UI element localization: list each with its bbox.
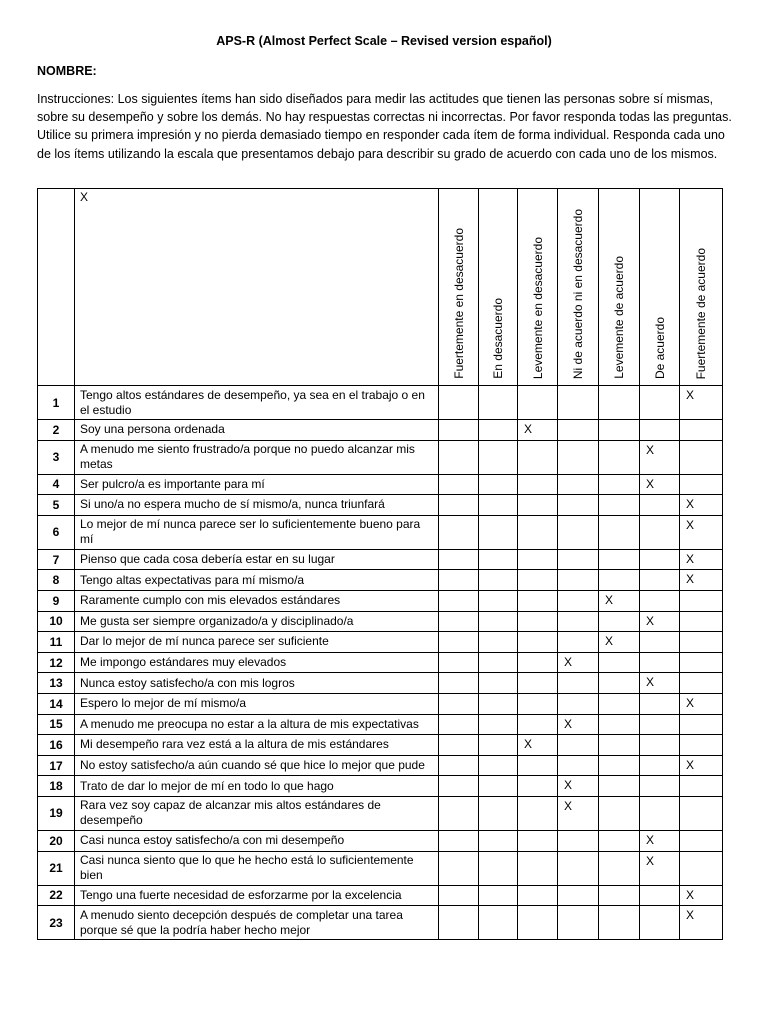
- response-cell-3[interactable]: [518, 735, 558, 756]
- response-cell-2[interactable]: [479, 611, 518, 632]
- scale-label: Fuertemente de acuerdo: [694, 247, 708, 379]
- response-cell-2[interactable]: [479, 474, 518, 495]
- response-cell-6[interactable]: [640, 735, 680, 756]
- response-cell-3[interactable]: [518, 776, 558, 797]
- response-mark: X: [524, 737, 533, 752]
- response-cell-4[interactable]: [558, 885, 599, 906]
- response-cell-6[interactable]: [640, 632, 680, 653]
- item-number: 18: [38, 776, 75, 797]
- response-mark: X: [686, 517, 695, 532]
- response-cell-7[interactable]: [680, 776, 723, 797]
- response-mark: X: [564, 654, 573, 669]
- response-cell-3[interactable]: [518, 495, 558, 516]
- response-cell-3[interactable]: [518, 755, 558, 776]
- item-number: 23: [38, 906, 75, 940]
- item-text: Tengo una fuerte necesidad de esforzarme por la excelencia: [75, 885, 439, 906]
- item-text: Si uno/a no espera mucho de sí mismo/a, nunca triunfará: [75, 495, 439, 516]
- response-cell-2[interactable]: [479, 673, 518, 694]
- response-cell-7[interactable]: [680, 474, 723, 495]
- response-cell-7[interactable]: [680, 420, 723, 441]
- table-row: [38, 495, 723, 516]
- table-row: [38, 611, 723, 632]
- response-cell-2[interactable]: [479, 440, 518, 474]
- header-row: [38, 189, 723, 386]
- table-row: [38, 549, 723, 570]
- table-row: [38, 885, 723, 906]
- response-cell-2[interactable]: [479, 495, 518, 516]
- response-cell-3[interactable]: [518, 611, 558, 632]
- response-mark: X: [686, 757, 695, 772]
- response-cell-2[interactable]: [479, 796, 518, 830]
- response-cell-7[interactable]: [680, 515, 723, 549]
- response-cell-1[interactable]: [439, 693, 479, 714]
- response-cell-1[interactable]: [439, 714, 479, 735]
- response-cell-1[interactable]: [439, 735, 479, 756]
- item-text: Me gusta ser siempre organizado/a y disciplinado/a: [75, 611, 439, 632]
- response-cell-2[interactable]: [479, 693, 518, 714]
- item-text: Me impongo estándares muy elevados: [75, 652, 439, 673]
- response-cell-5[interactable]: [599, 590, 640, 611]
- response-cell-3[interactable]: [518, 714, 558, 735]
- response-cell-7[interactable]: [680, 440, 723, 474]
- name-label: NOMBRE:: [37, 64, 97, 78]
- item-rows: [38, 386, 723, 940]
- response-cell-2[interactable]: [479, 851, 518, 885]
- response-cell-3[interactable]: [518, 386, 558, 420]
- response-cell-7[interactable]: [680, 673, 723, 694]
- response-cell-2[interactable]: [479, 420, 518, 441]
- item-number: 12: [38, 652, 75, 673]
- response-cell-4[interactable]: [558, 714, 599, 735]
- item-number: 19: [38, 796, 75, 830]
- response-cell-7[interactable]: [680, 386, 723, 420]
- response-cell-3[interactable]: [518, 673, 558, 694]
- response-cell-7[interactable]: [680, 652, 723, 673]
- response-cell-6[interactable]: [640, 590, 680, 611]
- response-cell-5[interactable]: [599, 549, 640, 570]
- response-cell-1[interactable]: [439, 495, 479, 516]
- response-mark: X: [646, 442, 655, 457]
- item-text: Espero lo mejor de mí mismo/a: [75, 693, 439, 714]
- response-cell-2[interactable]: [479, 386, 518, 420]
- response-cell-1[interactable]: [439, 885, 479, 906]
- response-cell-5[interactable]: [599, 776, 640, 797]
- response-cell-7[interactable]: [680, 590, 723, 611]
- item-number: 5: [38, 495, 75, 516]
- response-cell-3[interactable]: [518, 906, 558, 940]
- response-cell-2[interactable]: [479, 590, 518, 611]
- response-cell-5[interactable]: [599, 735, 640, 756]
- response-cell-6[interactable]: [640, 796, 680, 830]
- item-number: 14: [38, 693, 75, 714]
- item-number: 11: [38, 632, 75, 653]
- response-cell-4[interactable]: [558, 652, 599, 673]
- response-cell-4[interactable]: [558, 386, 599, 420]
- response-cell-4[interactable]: [558, 440, 599, 474]
- response-cell-5[interactable]: [599, 830, 640, 851]
- response-cell-1[interactable]: [439, 851, 479, 885]
- scale-header-4: [558, 189, 599, 386]
- table-row: [38, 632, 723, 653]
- response-cell-1[interactable]: [439, 830, 479, 851]
- response-mark: X: [686, 388, 695, 402]
- response-cell-6[interactable]: [640, 474, 680, 495]
- item-text: Raramente cumplo con mis elevados estándares: [75, 590, 439, 611]
- response-cell-2[interactable]: [479, 885, 518, 906]
- response-cell-2[interactable]: [479, 735, 518, 756]
- response-cell-1[interactable]: [439, 673, 479, 694]
- response-cell-5[interactable]: [599, 440, 640, 474]
- response-cell-5[interactable]: [599, 474, 640, 495]
- scale-header-3: [518, 189, 558, 386]
- response-cell-7[interactable]: [680, 611, 723, 632]
- response-mark: X: [646, 832, 655, 847]
- table-row: [38, 515, 723, 549]
- item-number: 13: [38, 673, 75, 694]
- response-mark: X: [646, 853, 655, 868]
- table-row: [38, 906, 723, 940]
- item-number: 4: [38, 474, 75, 495]
- table-row: [38, 693, 723, 714]
- response-cell-7[interactable]: [680, 735, 723, 756]
- response-cell-6[interactable]: [640, 714, 680, 735]
- item-number: 1: [38, 386, 75, 420]
- table-row: [38, 673, 723, 694]
- table-row: [38, 570, 723, 591]
- response-cell-3[interactable]: [518, 549, 558, 570]
- response-cell-6[interactable]: [640, 776, 680, 797]
- response-cell-4[interactable]: [558, 515, 599, 549]
- response-cell-5[interactable]: [599, 632, 640, 653]
- response-cell-3[interactable]: [518, 590, 558, 611]
- response-cell-4[interactable]: [558, 570, 599, 591]
- response-cell-4[interactable]: [558, 906, 599, 940]
- scale-header-7: [680, 189, 723, 386]
- table-row: [38, 735, 723, 756]
- table-row: [38, 386, 723, 420]
- response-cell-3[interactable]: [518, 652, 558, 673]
- response-cell-2[interactable]: [479, 632, 518, 653]
- response-cell-5[interactable]: [599, 693, 640, 714]
- response-cell-1[interactable]: [439, 386, 479, 420]
- header-item-cell: X: [75, 189, 439, 386]
- response-cell-6[interactable]: [640, 515, 680, 549]
- item-number: 20: [38, 830, 75, 851]
- item-number: 8: [38, 570, 75, 591]
- questionnaire-table: [37, 188, 723, 940]
- response-cell-3[interactable]: [518, 440, 558, 474]
- response-cell-4[interactable]: [558, 830, 599, 851]
- response-cell-1[interactable]: [439, 570, 479, 591]
- response-cell-5[interactable]: [599, 420, 640, 441]
- response-cell-6[interactable]: [640, 386, 680, 420]
- item-number: 9: [38, 590, 75, 611]
- response-cell-4[interactable]: [558, 693, 599, 714]
- response-cell-4[interactable]: [558, 549, 599, 570]
- table-row: [38, 590, 723, 611]
- response-cell-5[interactable]: [599, 851, 640, 885]
- response-cell-6[interactable]: [640, 549, 680, 570]
- response-cell-4[interactable]: [558, 851, 599, 885]
- scale-header-6: [640, 189, 680, 386]
- response-cell-5[interactable]: [599, 611, 640, 632]
- scale-header-2: [479, 189, 518, 386]
- response-cell-5[interactable]: [599, 515, 640, 549]
- response-cell-5[interactable]: [599, 495, 640, 516]
- item-number: 16: [38, 735, 75, 756]
- response-cell-5[interactable]: [599, 673, 640, 694]
- item-number: 22: [38, 885, 75, 906]
- response-cell-6[interactable]: [640, 906, 680, 940]
- response-cell-2[interactable]: [479, 830, 518, 851]
- item-number: 7: [38, 549, 75, 570]
- page-title: APS-R (Almost Perfect Scale – Revised version español): [216, 34, 552, 48]
- response-cell-1[interactable]: [439, 420, 479, 441]
- response-cell-7[interactable]: [680, 885, 723, 906]
- response-mark: X: [564, 716, 573, 731]
- response-cell-7[interactable]: [680, 830, 723, 851]
- response-mark: X: [605, 592, 614, 607]
- response-cell-1[interactable]: [439, 755, 479, 776]
- response-cell-5[interactable]: [599, 755, 640, 776]
- header-num-cell: [38, 189, 75, 386]
- response-cell-5[interactable]: [599, 570, 640, 591]
- response-cell-6[interactable]: [640, 570, 680, 591]
- item-number: 6: [38, 515, 75, 549]
- item-number: 3: [38, 440, 75, 474]
- response-cell-5[interactable]: [599, 885, 640, 906]
- response-mark: X: [564, 798, 573, 813]
- item-text: Tengo altas expectativas para mí mismo/a: [75, 570, 439, 591]
- response-cell-4[interactable]: [558, 474, 599, 495]
- response-mark: X: [605, 634, 614, 649]
- response-cell-3[interactable]: [518, 515, 558, 549]
- response-cell-2[interactable]: [479, 714, 518, 735]
- response-cell-1[interactable]: [439, 906, 479, 940]
- response-cell-6[interactable]: [640, 755, 680, 776]
- item-text: Pienso que cada cosa debería estar en su lugar: [75, 549, 439, 570]
- response-mark: X: [686, 887, 695, 902]
- response-cell-1[interactable]: [439, 632, 479, 653]
- response-cell-6[interactable]: [640, 652, 680, 673]
- table-row: [38, 851, 723, 885]
- response-cell-2[interactable]: [479, 570, 518, 591]
- item-text: Casi nunca siento que lo que he hecho está lo suficientemente bien: [75, 851, 439, 885]
- response-cell-6[interactable]: [640, 420, 680, 441]
- scale-label: Levemente de acuerdo: [612, 256, 626, 379]
- response-mark: X: [646, 613, 655, 628]
- scale-header-1: [439, 189, 479, 386]
- response-cell-7[interactable]: [680, 851, 723, 885]
- table-row: [38, 440, 723, 474]
- response-cell-1[interactable]: [439, 776, 479, 797]
- response-cell-1[interactable]: [439, 796, 479, 830]
- response-cell-2[interactable]: [479, 652, 518, 673]
- response-cell-7[interactable]: [680, 570, 723, 591]
- response-cell-6[interactable]: [640, 851, 680, 885]
- response-cell-4[interactable]: [558, 590, 599, 611]
- item-text: A menudo me siento frustrado/a porque no puedo alcanzar mis metas: [75, 440, 439, 474]
- response-cell-7[interactable]: [680, 796, 723, 830]
- response-cell-3[interactable]: [518, 474, 558, 495]
- scale-label: Fuertemente en desacuerdo: [451, 228, 466, 379]
- item-text: Casi nunca estoy satisfecho/a con mi desempeño: [75, 830, 439, 851]
- response-cell-3[interactable]: [518, 796, 558, 830]
- response-cell-6[interactable]: [640, 673, 680, 694]
- response-cell-5[interactable]: [599, 652, 640, 673]
- response-cell-4[interactable]: [558, 495, 599, 516]
- response-mark: X: [686, 497, 695, 512]
- scale-label: Ni de acuerdo ni en desacuerdo: [571, 208, 585, 379]
- item-text: Tengo altos estándares de desempeño, ya sea en el trabajo o en el estudio: [75, 386, 439, 420]
- response-mark: X: [646, 476, 655, 491]
- response-cell-3[interactable]: [518, 693, 558, 714]
- scale-label: En desacuerdo: [491, 298, 505, 379]
- item-text: A menudo me preocupa no estar a la altura de mis expectativas: [75, 714, 439, 735]
- item-text: Ser pulcro/a es importante para mí: [75, 474, 439, 495]
- response-cell-7[interactable]: [680, 549, 723, 570]
- response-cell-7[interactable]: [680, 632, 723, 653]
- response-mark: X: [524, 422, 533, 436]
- response-cell-3[interactable]: [518, 420, 558, 441]
- item-number: 10: [38, 611, 75, 632]
- response-cell-5[interactable]: [599, 714, 640, 735]
- response-cell-4[interactable]: [558, 632, 599, 653]
- item-text: Dar lo mejor de mí nunca parece ser suficiente: [75, 632, 439, 653]
- response-cell-2[interactable]: [479, 776, 518, 797]
- item-text: Soy una persona ordenada: [75, 420, 439, 441]
- item-text: Nunca estoy satisfecho/a con mis logros: [75, 673, 439, 694]
- response-cell-4[interactable]: [558, 776, 599, 797]
- response-cell-1[interactable]: [439, 440, 479, 474]
- response-cell-4[interactable]: [558, 673, 599, 694]
- item-number: 17: [38, 755, 75, 776]
- response-cell-5[interactable]: [599, 386, 640, 420]
- response-cell-7[interactable]: [680, 714, 723, 735]
- table-row: [38, 652, 723, 673]
- response-cell-1[interactable]: [439, 652, 479, 673]
- response-cell-6[interactable]: [640, 495, 680, 516]
- table-row: [38, 474, 723, 495]
- response-cell-3[interactable]: [518, 570, 558, 591]
- item-text: Rara vez soy capaz de alcanzar mis altos estándares de desempeño: [75, 796, 439, 830]
- scale-header-5: [599, 189, 640, 386]
- response-cell-7[interactable]: [680, 755, 723, 776]
- table-row: [38, 830, 723, 851]
- response-cell-2[interactable]: [479, 755, 518, 776]
- response-cell-6[interactable]: [640, 885, 680, 906]
- table-row: [38, 776, 723, 797]
- response-cell-4[interactable]: [558, 420, 599, 441]
- item-text: Mi desempeño rara vez está a la altura de mis estándares: [75, 735, 439, 756]
- item-text: A menudo siento decepción después de completar una tarea porque sé que la podría haber hecho mejor: [75, 906, 439, 940]
- item-number: 21: [38, 851, 75, 885]
- response-mark: X: [564, 778, 573, 793]
- response-mark: X: [646, 675, 655, 690]
- response-cell-7[interactable]: [680, 693, 723, 714]
- item-text: Lo mejor de mí nunca parece ser lo suficientemente bueno para mí: [75, 515, 439, 549]
- response-cell-2[interactable]: [479, 549, 518, 570]
- scale-label: Levemente en desacuerdo: [530, 236, 545, 379]
- response-mark: X: [686, 551, 695, 566]
- response-cell-4[interactable]: [558, 796, 599, 830]
- response-cell-2[interactable]: [479, 515, 518, 549]
- response-cell-1[interactable]: [439, 549, 479, 570]
- table-row: [38, 796, 723, 830]
- response-cell-6[interactable]: [640, 611, 680, 632]
- item-text: Trato de dar lo mejor de mí en todo lo que hago: [75, 776, 439, 797]
- response-cell-5[interactable]: [599, 796, 640, 830]
- response-cell-3[interactable]: [518, 632, 558, 653]
- response-cell-4[interactable]: [558, 611, 599, 632]
- response-mark: X: [686, 572, 695, 587]
- response-cell-6[interactable]: [640, 440, 680, 474]
- scale-label: De acuerdo: [652, 316, 667, 379]
- response-cell-1[interactable]: [439, 474, 479, 495]
- table-row: [38, 714, 723, 735]
- response-mark: X: [686, 695, 695, 710]
- response-cell-1[interactable]: [439, 611, 479, 632]
- response-cell-2[interactable]: [479, 906, 518, 940]
- response-mark: X: [686, 908, 695, 923]
- response-cell-6[interactable]: [640, 830, 680, 851]
- response-cell-6[interactable]: [640, 693, 680, 714]
- item-number: 2: [38, 420, 75, 441]
- response-cell-3[interactable]: [518, 885, 558, 906]
- item-text: No estoy satisfecho/a aún cuando sé que hice lo mejor que pude: [75, 755, 439, 776]
- response-cell-4[interactable]: [558, 755, 599, 776]
- response-cell-7[interactable]: [680, 495, 723, 516]
- table-row: [38, 420, 723, 441]
- response-cell-3[interactable]: [518, 851, 558, 885]
- response-cell-4[interactable]: [558, 735, 599, 756]
- response-cell-5[interactable]: [599, 906, 640, 940]
- response-cell-3[interactable]: [518, 830, 558, 851]
- table-row: [38, 755, 723, 776]
- instructions-text: Instrucciones: Los siguientes ítems han sido diseñados para medir las actitudes que tienen las personas sobre sí mismas, sobre su desempeño y sobre los demás. No hay respuestas correctas ni incorrectas. Por favor responda todas las preguntas. Utilice su primera impresión y no pierda demasiado tiempo en responder cada ítem de forma individual. Responda cada uno de los ítems utilizando la escala que presentamos debajo para describir su grado de acuerdo con cada uno de los mismos.: [37, 92, 732, 161]
- response-cell-1[interactable]: [439, 515, 479, 549]
- item-number: 15: [38, 714, 75, 735]
- response-cell-7[interactable]: [680, 906, 723, 940]
- response-cell-1[interactable]: [439, 590, 479, 611]
